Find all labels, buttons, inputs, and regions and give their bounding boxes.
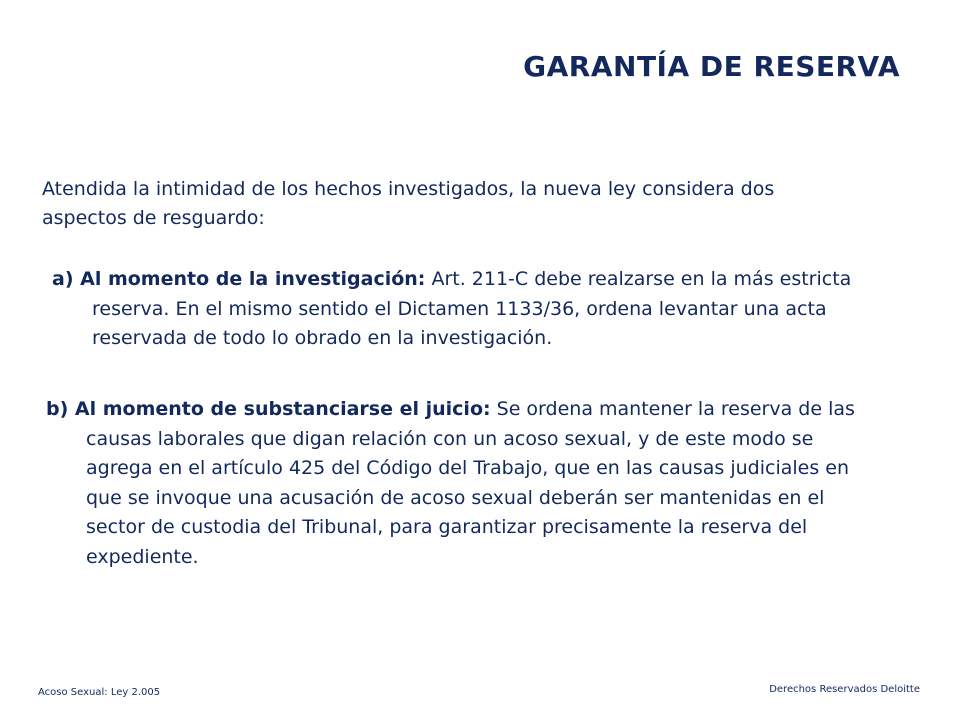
intro-paragraph: Atendida la intimidad de los hechos investigados, la nueva ley considera dos aspectos de resguardo: — [42, 178, 775, 229]
item-a-heading: a) Al momento de la investigación: — [52, 268, 426, 290]
item-a-body: Art. 211-C debe realzarse en la más estricta reserva. En el mismo sentido el Dictamen 1133/36, ordena levantar una acta reservada de todo lo obrado en la investigación. — [92, 268, 852, 349]
footer-left-text: Acoso Sexual: Ley 2.005 — [38, 687, 161, 698]
item-b — [46, 395, 866, 572]
footer-right-text: Derechos Reservados Deloitte — [769, 684, 920, 695]
item-a — [52, 265, 852, 354]
slide-title: GARANTÍA DE RESERVA — [523, 50, 900, 83]
item-b-body: Se ordena mantener la reserva de las causas laborales que digan relación con un acoso sexual, y de este modo se agrega en el artículo 425 del Código del Trabajo, que en las causas judiciales en que se invoque una acusación de acoso sexual deberán ser mantenidas en el sector de custodia del Tribunal, para garantizar precisamente la reserva del expediente. — [86, 398, 855, 568]
item-b-heading: b) Al momento de substanciarse el juicio: — [46, 398, 491, 420]
